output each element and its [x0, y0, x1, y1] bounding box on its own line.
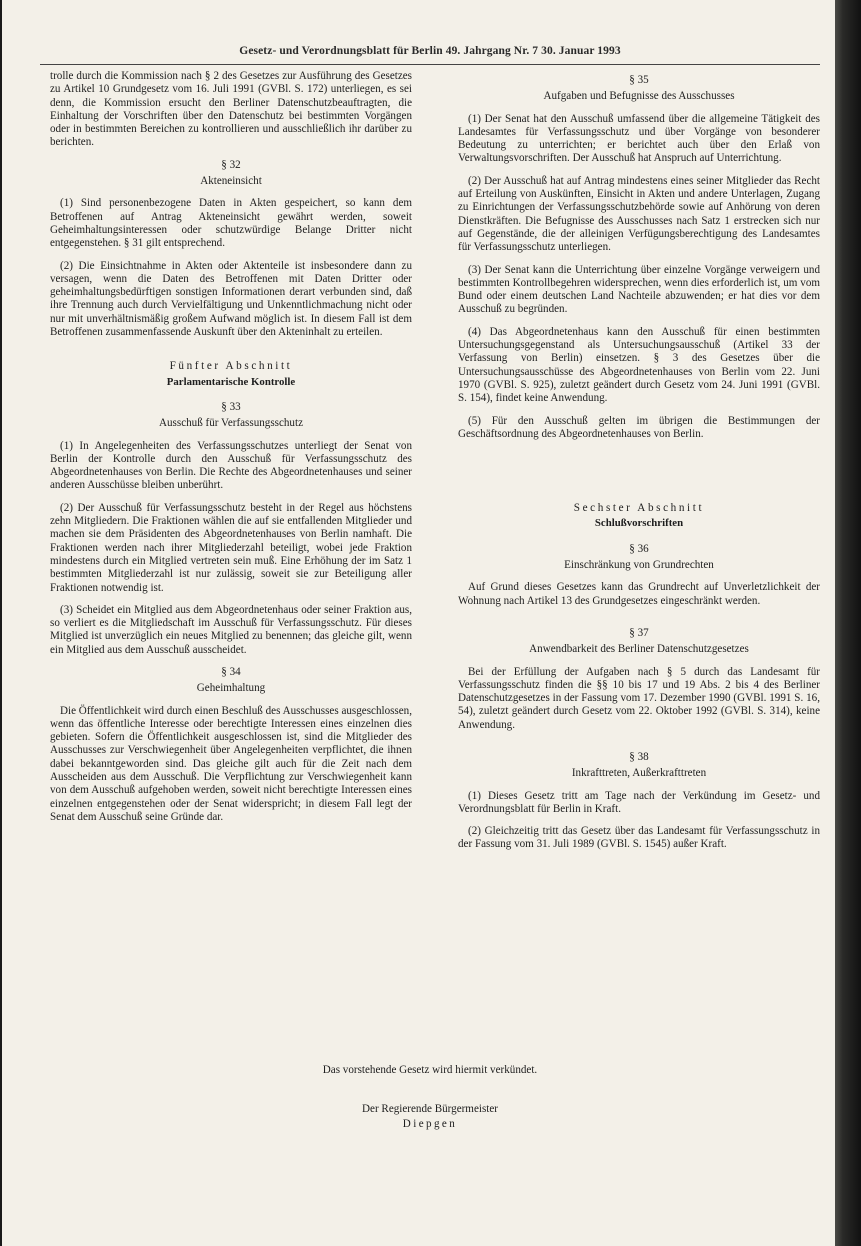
- section-38-title: Inkrafttreten, Außerkrafttreten: [571, 767, 707, 780]
- section-35-paragraph-5: (5) Für den Ausschuß gelten im übrigen die Bestimmungen der Geschäftsordnung des Abgeordnetenhauses von Berlin.: [458, 414, 820, 440]
- promulgation-text: Das vorstehende Gesetz wird hiermit verkündet.: [322, 1064, 538, 1076]
- signatory-office: Der Regierende Bürgermeister: [362, 1103, 498, 1115]
- section-36-title: Einschränkung von Grundrechten: [564, 559, 714, 572]
- signatory-name: Diepgen: [402, 1118, 458, 1130]
- section-32-paragraph-1: (1) Sind personenbezogene Daten in Akten gespeichert, so kann dem Betroffenen auf Antrag Akteneinsicht gewährt werden, soweit Geheimhaltungsinteressen oder schutzwürdige Belange Dritter nicht entgegenstehen. § 31 gilt entsprechend.: [50, 197, 412, 250]
- section-32-number: § 32: [221, 158, 241, 171]
- section-36-paragraph-1: Auf Grund dieses Gesetzes kann das Grundrecht auf Unverletzlichkeit der Wohnung nach Artikel 13 des Grundgesetzes eingeschränkt werden.: [458, 581, 820, 607]
- section-34-title: Geheimhaltung: [196, 682, 266, 695]
- part-5-title: Parlamentarische Kontrolle: [166, 375, 296, 388]
- section-36-number: § 36: [629, 542, 649, 555]
- section-37-number: § 37: [629, 626, 649, 639]
- header-rule: [40, 64, 820, 65]
- section-35-paragraph-3: (3) Der Senat kann die Unterrichtung über einzelne Vorgänge verweigern und bestimmten Kontrollbegehren widersprechen, wenn dies erforderlich ist, um vom Bund oder einem deutschen Land Nachteile abzuwenden; er hat dies vor dem Ausschuß zu begründen.: [458, 263, 820, 316]
- intro-paragraph: trolle durch die Kommission nach § 2 des Gesetzes zur Ausführung des Gesetzes zu Artikel 10 Grundgesetz vom 16. Juli 1991 (GVBl. S. 172) unterliegen, es sei denn, die Kommission ersucht den Berliner Datenschutzbeauftragten, die Einhaltung der Vorschriften über den Datenschutz bei bestimmten Vorgängen oder in bestimmten Bereichen zu kontrollieren und ausschließlich ihr darüber zu berichten.: [50, 70, 412, 149]
- section-33-title: Ausschuß für Verfassungsschutz: [159, 417, 303, 430]
- part-6-title: Schlußvorschriften: [594, 517, 684, 530]
- part-5-heading: Fünfter Abschnitt: [169, 360, 293, 373]
- part-6-heading: Sechster Abschnitt: [573, 502, 705, 515]
- section-35-title: Aufgaben und Befugnisse des Ausschusses: [543, 90, 735, 103]
- section-33-paragraph-1: (1) In Angelegenheiten des Verfassungsschutzes unterliegt der Senat von Berlin der Kontrolle durch den Ausschuß für Verfassungsschutz des Abgeordnetenhauses von Berlin. Die Rechte des Abgeordnetenhauses und seiner anderen Ausschüsse bleiben unberührt.: [50, 439, 412, 492]
- section-34-number: § 34: [221, 665, 241, 678]
- section-38-paragraph-1: (1) Dieses Gesetz tritt am Tage nach der Verkündung im Gesetz- und Verordnungsblatt für Berlin in Kraft.: [458, 789, 820, 815]
- right-column: [458, 70, 820, 861]
- section-38-paragraph-2: (2) Gleichzeitig tritt das Gesetz über das Landesamt für Verfassungsschutz in der Fassung vom 31. Juli 1989 (GVBl. S. 1545) außer Kraft.: [458, 825, 820, 851]
- section-33-paragraph-2: (2) Der Ausschuß für Verfassungsschutz besteht in der Regel aus höchstens zehn Mitgliedern. Die Fraktionen wählen die auf sie entfallenden Mitglieder und machen sie dem Präsidenten des Abgeordnetenhauses von Berlin namhaft. Die Fraktionen werden nach ihrer Mitgliederzahl beteiligt, wobei jede Fraktion mindestens durch ein Mitglied vertreten sein muß. Eine Erhöhung der im Satz 1 bestimmten Mitgliederzahl ist nur zulässig, soweit sie zur Beteiligung aller Fraktionen notwendig ist.: [50, 501, 412, 594]
- section-33-paragraph-3: (3) Scheidet ein Mitglied aus dem Abgeordnetenhaus oder seiner Fraktion aus, so verliert es die Mitgliedschaft im Ausschuß für Verfassungsschutz. Für dieses Mitglied ist unverzüglich ein neues Mitglied zu benennen; das gleiche gilt, wenn ein Mitglied aus dem Ausschuß ausscheidet.: [50, 603, 412, 656]
- section-34-paragraph-1: Die Öffentlichkeit wird durch einen Beschluß des Ausschusses ausgeschlossen, wenn das öffentliche Interesse oder berechtigte Interessen eines einzelnen dies gebieten. Sofern die Öffentlichkeit ausgeschlossen ist, sind die Mitglieder des Ausschusses zur Verschwiegenheit über Angelegenheiten verpflichtet, die ihnen dabei bekanntgeworden sind. Das gleiche gilt auch für die Zeit nach dem Ausscheiden aus dem Ausschuß. Die Verpflichtung zur Verschwiegenheit kann von dem Ausschuß aufgehoben werden, soweit nicht berechtigte Interessen eines einzelnen entgegenstehen oder der Senat widerspricht; in diesem Fall legt der Senat dem Ausschuß seine Gründe dar.: [50, 704, 412, 823]
- running-header: Gesetz- und Verordnungsblatt für Berlin 49. Jahrgang Nr. 7 30. Januar 1993: [239, 45, 621, 57]
- scan-edge: [835, 0, 861, 1246]
- section-32-title: Akteneinsicht: [200, 175, 262, 188]
- section-35-paragraph-4: (4) Das Abgeordnetenhaus kann den Ausschuß für einen bestimmten Untersuchungsgegenstand als Untersuchungsausschuß (Artikel 33 der Verfassung von Berlin) einsetzen. § 3 des Gesetzes über die Untersuchungsausschüsse des Abgeordnetenhauses von Berlin vom 22. Juni 1970 (GVBl. S. 925), zuletzt geändert durch Gesetz vom 24. Juni 1991 (GVBl. S. 154), findet keine Anwendung.: [458, 325, 820, 405]
- left-column: [50, 70, 412, 833]
- promulgation-block: [120, 1063, 740, 1132]
- section-35-number: § 35: [629, 74, 649, 86]
- section-38-number: § 38: [629, 750, 649, 763]
- section-37-title: Anwendbarkeit des Berliner Datenschutzgesetzes: [529, 643, 749, 656]
- section-33-number: § 33: [221, 400, 241, 413]
- section-32-paragraph-2: (2) Die Einsichtnahme in Akten oder Aktenteile ist insbesondere dann zu versagen, wenn die Daten des Betroffenen mit Daten Dritter oder geheimhaltungsbedürftigen sonstigen Informationen derart verbunden sind, daß ihre Trennung auch durch Vervielfältigung und Unkenntlichmachung nicht oder nur mit unverhältnismäßig großem Aufwand möglich ist. In diesem Fall ist dem Betroffenen zusammenfassende Auskunft über den Akteninhalt zu erteilen.: [50, 259, 412, 339]
- section-35-paragraph-2: (2) Der Ausschuß hat auf Antrag mindestens eines seiner Mitglieder das Recht auf Erteilung von Auskünften, Einsicht in Akten und andere Unterlagen, Zugang zu Einrichtungen der Verfassungsschutzbehörde sowie auf Anhörung von deren Dienstkräften. Die Befugnisse des Ausschusses nach Satz 1 erstrecken sich nur auf Gegenstände, die der alleinigen Verfügungsberechtigung des Landesamtes für Verfassungsschutz unterliegen.: [458, 174, 820, 254]
- section-35-paragraph-1: (1) Der Senat hat den Ausschuß umfassend über die allgemeine Tätigkeit des Landesamtes für Verfassungsschutz und über Vorgänge von besonderer Bedeutung zu unterrichten; er berichtet auch über den Erlaß von Verwaltungsvorschriften. Der Ausschuß hat Anspruch auf Unterrichtung.: [458, 112, 820, 165]
- section-37-paragraph-1: Bei der Erfüllung der Aufgaben nach § 5 durch das Landesamt für Verfassungsschutz finden die §§ 10 bis 17 und 19 Abs. 2 bis 4 des Berliner Datenschutzgesetzes in der Fassung vom 17. Dezember 1990 (GVBl. 1991 S. 16, 54), zuletzt geändert durch Gesetz vom 22. Oktober 1992 (GVBl. S. 314), keine Anwendung.: [458, 665, 820, 731]
